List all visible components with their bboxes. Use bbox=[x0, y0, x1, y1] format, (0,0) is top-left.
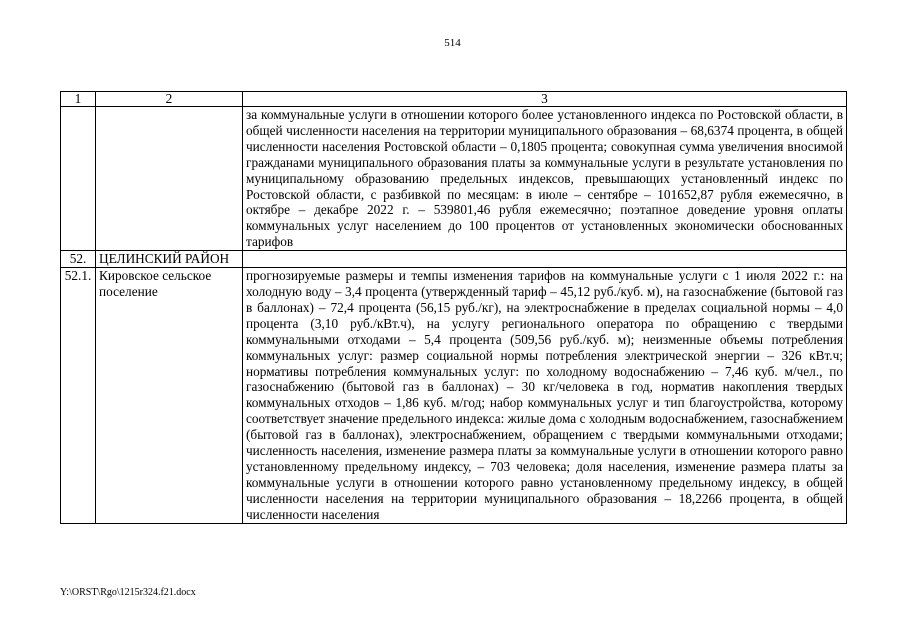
row-number: 52. bbox=[61, 251, 96, 268]
row-text: прогнозируемые размеры и темпы изменения тарифов на коммунальные услуги с 1 июля 2022 г.: на холодную воду – 3,4 процента (утвержденный тариф – 45,12 руб./куб. м), на газоснабжение (бытовой газ в баллонах) – 72,4 процента (56,15 руб./кг), на электроснабжение в пределах социальной нормы – 4,0 процента (3,10 руб./кВт.ч), на услугу регионального оператора по обращению с твердыми коммунальными отходами – 5,4 процента (509,56 руб./куб. м); неизменные объемы потребления коммунальных услуг: размер социальной нормы потребления электрической энергии – 326 кВт.ч; нормативы потребления коммунальных услуг: по холодному водоснабжению – 7,46 куб. м/чел., по газоснабжению (бытовой газ в баллонах) – 30 кг/человека в год, норматив накопления твердых коммунальных отходов – 1,86 куб. м/год; набор коммунальных услуг и тип благоустройства, которому соответствует значение предельного индекса: жилые дома с холодным водоснабжением, газоснабжением (бытовой газ в баллонах), электроснабжением, обращением с твердыми коммунальными отходами; численность населения, изменение размера платы за коммунальные услуги в отношении которого равно установленному предельному индексу, – 703 человека; доля населения, изменение размера платы за коммунальные услуги в отношении которого равно установленному предельному индексу, в общей численности населения на территории муниципального образования – 18,2266 процента, в общей численности населения bbox=[243, 268, 847, 524]
row-number bbox=[61, 107, 96, 251]
row-text bbox=[243, 251, 847, 268]
settlement-name: Кировское сельское поселение bbox=[96, 268, 243, 524]
tariff-table bbox=[60, 91, 847, 524]
row-name bbox=[96, 107, 243, 251]
table-header-row bbox=[61, 92, 847, 107]
header-col-1: 1 bbox=[61, 92, 96, 107]
table-row bbox=[61, 107, 847, 251]
file-path-footer: Y:\ORST\Rgo\1215r324.f21.docx bbox=[60, 587, 196, 598]
table-row bbox=[61, 251, 847, 268]
district-name: ЦЕЛИНСКИЙ РАЙОН bbox=[96, 251, 243, 268]
page-number: 514 bbox=[444, 37, 461, 49]
header-col-3: 3 bbox=[243, 92, 847, 107]
row-number: 52.1. bbox=[61, 268, 96, 524]
row-text: за коммунальные услуги в отношении которого более установленного индекса по Ростовской области, в общей численности населения на территории муниципального образования – 68,6374 процента, в общей численности населения Ростовской области – 0,1805 процента; совокупная сумма увеличения вносимой гражданами муниципального образования платы за коммунальные услуги в результате установления по муниципальному образованию предельных индексов, превышающих установленный индекс по Ростовской области, с разбивкой по месяцам: в июле – сентябре – 101652,87 рубля ежемесячно, в октябре – декабре 2022 г. – 539801,46 рубля ежемесячно; поэтапное доведение уровня оплаты коммунальных услуг населением до 100 процентов от установленных экономически обоснованных тарифов bbox=[243, 107, 847, 251]
header-col-2: 2 bbox=[96, 92, 243, 107]
table-row bbox=[61, 268, 847, 524]
